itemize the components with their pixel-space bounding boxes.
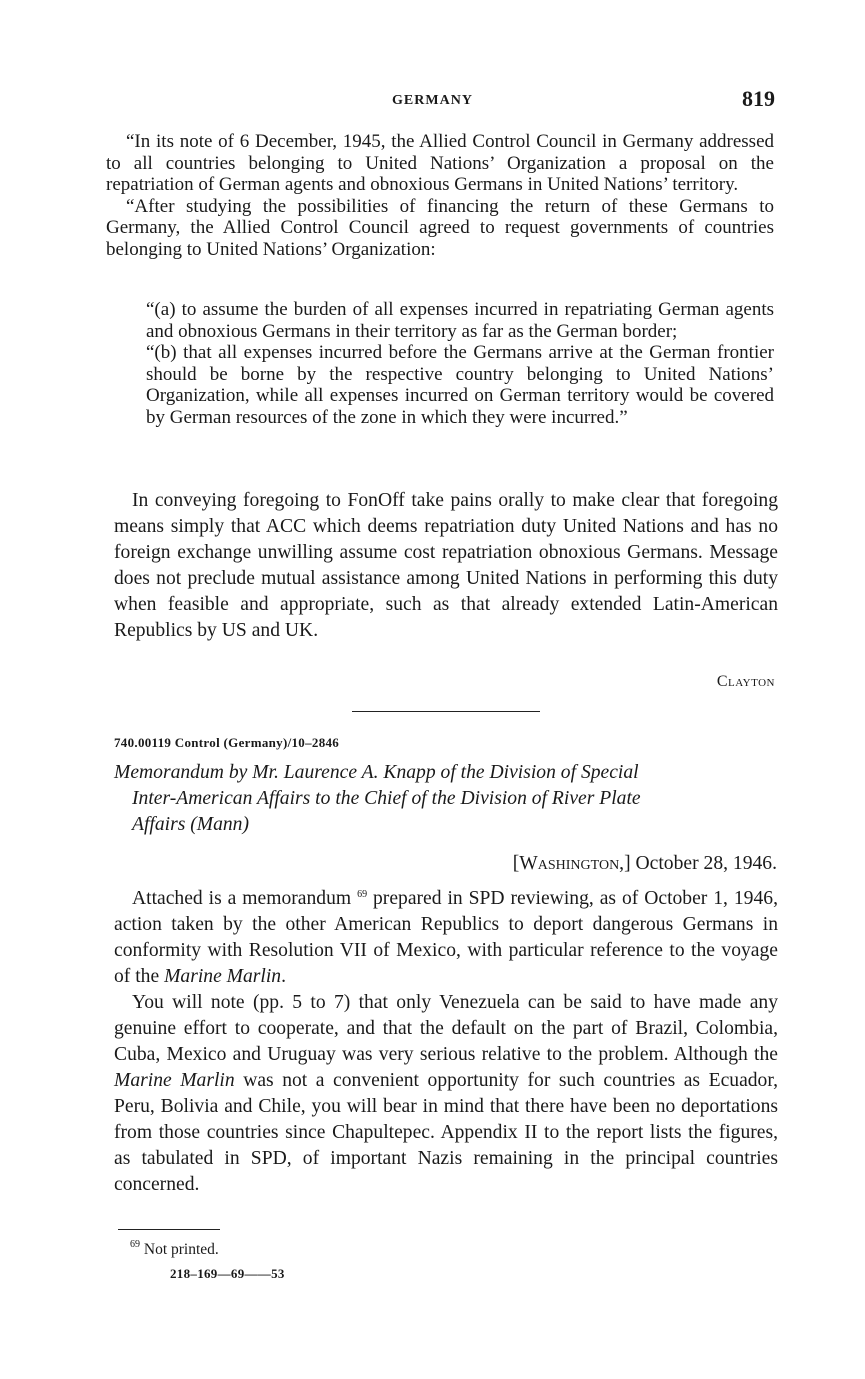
dateline bbox=[513, 853, 777, 875]
footnote-text: Not printed. bbox=[143, 1241, 219, 1258]
instruction-paragraph: In conveying foregoing to FonOff take pains orally to make clear that foregoing means simply that ACC which deems repatriation duty United Nations and has no foreign exchange unwilling assume cost repatriation obnoxious Germans. Message does not preclude mutual assistance among United Nations in performing this duty when feasible and appropriate, such as that already extended Latin-American Republics by US and UK. bbox=[114, 490, 778, 641]
quote-paragraph: “After studying the possibilities of financing the return of these Germans to Germany, the Allied Control Council agreed to request governments of countries belonging to United Nations’ Organization: bbox=[106, 195, 774, 260]
footnote-reference: 69 bbox=[357, 889, 368, 900]
memo-title-line: Inter-American Affairs to the Chief of the Division of River Plate bbox=[132, 788, 641, 809]
memo-paragraph bbox=[114, 990, 778, 1198]
quote-item-b: “(b) that all expenses incurred before the Germans arrive at the German frontier should be borne by the respective country belonging to United Nations’ Organization, while all expenses incurred on German territory would be covered by German resources of the zone in which they were incurred.” bbox=[146, 342, 774, 428]
ship-name: Marine Marlin bbox=[114, 1070, 235, 1091]
memo-body bbox=[114, 882, 778, 1198]
footnote-number: 69 bbox=[130, 1239, 140, 1250]
section-divider bbox=[352, 711, 540, 712]
quote-item-a: “(a) to assume the burden of all expenses incurred in repatriating German agents and obnoxious Germans in their territory as far as the German border; bbox=[146, 299, 774, 342]
signature: Clayton bbox=[716, 673, 775, 690]
running-head: GERMANY bbox=[392, 93, 473, 108]
memo-title-line: Memorandum by Mr. Laurence A. Knapp of the Division of Special bbox=[114, 762, 639, 783]
dateline-date: October 28, 1946. bbox=[635, 853, 777, 874]
memo-p2-text: You will note (pp. 5 to 7) that only Venezuela can be said to have made any genuine effort to cooperate, and that the default on the part of Brazil, Colombia, Cuba, Mexico and Uruguay was very serious relative to the problem. Although the bbox=[114, 992, 778, 1065]
memo-title bbox=[114, 760, 778, 838]
quote-paragraph: “In its note of 6 December, 1945, the Allied Control Council in Germany addressed to all countries belonging to United Nations’ Organization a proposal on the repatriation of German agents and obnoxious Germans in United Nations’ territory. bbox=[106, 131, 774, 195]
quoted-note bbox=[106, 131, 774, 260]
memo-p1-text: prepared in SPD reviewing, as of October 1, 1946, action taken by the other American Republics to deport dangerous Germans in conformity with Resolution VII of Mexico, with particular reference to the voyage of the bbox=[114, 888, 778, 987]
memo-p1-text: Attached is a memorandum bbox=[132, 888, 352, 909]
memo-p2-text: was not a convenient opportunity for such countries as Ecuador, Peru, Bolivia and Chile, you will bear in mind that there have been no deportations from those countries since Chapultepec. Appendix II to the report lists the figures, as tabulated in SPD, of important Nazis remaining in the principal countries concerned. bbox=[114, 1070, 778, 1195]
instruction-block bbox=[114, 488, 778, 644]
memo-title-line: Affairs (Mann) bbox=[132, 814, 250, 835]
ship-name: Marine Marlin bbox=[164, 966, 282, 987]
print-code: 218–169—69——53 bbox=[170, 1266, 285, 1281]
page-number: 819 bbox=[742, 86, 775, 111]
footnote bbox=[130, 1239, 219, 1259]
dateline-place: [Washington,] bbox=[512, 853, 631, 874]
footnote-divider bbox=[118, 1229, 220, 1230]
quoted-items bbox=[146, 299, 774, 428]
memo-p1-end: . bbox=[281, 966, 286, 987]
file-reference: 740.00119 Control (Germany)/10–2846 bbox=[114, 735, 340, 750]
memo-paragraph bbox=[114, 882, 778, 990]
